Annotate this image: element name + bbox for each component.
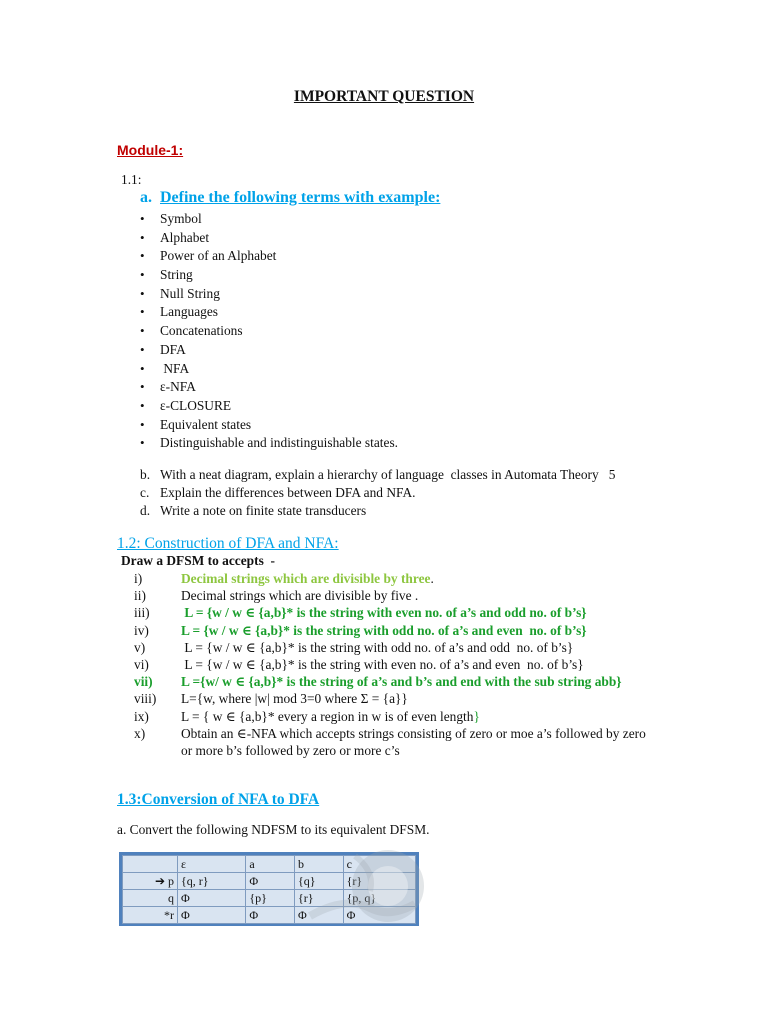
page-title: IMPORTANT QUESTION <box>293 88 475 105</box>
table-header-cell: c <box>343 856 415 873</box>
table-row <box>123 907 416 924</box>
dfsm-item-text: L ={w/ w ∈ {a,b}* is the string of a’s and b’s and end with the sub string abb} <box>181 674 622 690</box>
dfsm-item-text: L = {w / w ∈ {a,b}* is the string with odd no. of a’s and even no. of b’s} <box>181 622 587 638</box>
table-cell: Φ <box>294 907 343 924</box>
table-header-cell: a <box>246 856 295 873</box>
dfsm-item <box>134 570 651 587</box>
table-cell: {r} <box>294 890 343 907</box>
section-heading-1-3: 1.3:Conversion of NFA to DFA <box>117 791 320 808</box>
dfsm-item-text: L = {w / w ∈ {a,b}* is the string with even no. of a’s and odd no. of b’s} <box>181 605 587 621</box>
conversion-question: a. Convert the following NDFSM to its equivalent DFSM. <box>117 822 430 837</box>
table-cell: Φ <box>246 873 295 890</box>
sub-question-text: Write a note on finite state transducers <box>160 503 367 518</box>
dfsm-item-text: L={w, where |w| mod 3=0 where Σ = {a}} <box>181 691 408 707</box>
term-item: • DFA <box>140 341 398 360</box>
dfsm-item-suffix: . <box>430 571 434 586</box>
term-item: • Equivalent states <box>140 416 398 435</box>
table-header-cell: ε <box>178 856 246 873</box>
dfsm-item-number: ix) <box>134 708 149 724</box>
dfsm-item-number: iv) <box>134 622 149 638</box>
dfsm-item-number: vii) <box>134 674 153 690</box>
table-row <box>123 890 416 907</box>
term-item: • Distinguishable and indistinguishable states. <box>140 434 398 453</box>
dfsm-item <box>134 690 651 707</box>
sub-question-text: Explain the differences between DFA and NFA. <box>160 485 416 500</box>
table-cell: {p, q} <box>343 890 415 907</box>
sub-question-label: b. <box>140 467 151 482</box>
question-a-text: Define the following terms with example: <box>160 189 441 206</box>
term-item: • Concatenations <box>140 322 398 341</box>
dfsm-item-number: ii) <box>134 588 146 604</box>
sub-question <box>140 484 615 502</box>
dfsm-item <box>134 639 651 656</box>
module-heading: Module-1: <box>117 142 184 158</box>
dfsm-item-text: L = { w ∈ {a,b}* every a region in w is of even length <box>181 708 474 724</box>
question-a-label: a. <box>140 189 152 206</box>
sub-question-text: With a neat diagram, explain a hierarchy of language classes in Automata Theory 5 <box>160 467 616 482</box>
term-item: • Null String <box>140 285 398 304</box>
table-header-row <box>123 856 416 873</box>
dfsm-item <box>134 708 651 725</box>
table-header-cell <box>123 856 178 873</box>
table-cell-state: ➔ p <box>123 873 178 890</box>
table-cell: Φ <box>343 907 415 924</box>
term-item: • Symbol <box>140 210 398 229</box>
dfsm-item-number: v) <box>134 639 146 655</box>
table-cell: {r} <box>343 873 415 890</box>
transition-table-frame <box>119 852 419 926</box>
dfsm-item <box>134 604 651 621</box>
dfsm-list <box>134 570 651 759</box>
term-item: • ε-NFA <box>140 378 398 397</box>
dfsm-item-number: viii) <box>134 691 157 707</box>
dfsm-item-number: vi) <box>134 657 149 673</box>
table-cell: Φ <box>178 907 246 924</box>
term-item: • String <box>140 266 398 285</box>
dfsm-item-suffix: } <box>473 708 480 724</box>
sub-question-label: c. <box>140 485 150 500</box>
transition-table <box>122 855 416 924</box>
dfsm-item <box>134 656 651 673</box>
table-cell-state: q <box>123 890 178 907</box>
dfsm-item <box>134 673 651 690</box>
question-a <box>140 189 440 207</box>
dfsm-item <box>134 587 651 604</box>
dfsm-item <box>134 725 651 759</box>
dfsm-item-text: L = {w / w ∈ {a,b}* is the string with odd no. of a’s and odd no. of b’s} <box>181 639 574 655</box>
dfsm-item-text: Decimal strings which are divisible by three <box>181 571 431 586</box>
table-cell-state: *r <box>123 907 178 924</box>
dfsm-item-number: x) <box>134 725 146 741</box>
dfsm-item-text: L = {w / w ∈ {a,b}* is the string with even no. of a’s and even no. of b’s} <box>181 657 584 673</box>
sub-question <box>140 502 615 520</box>
dfsm-item-text: Obtain an ∈-NFA which accepts strings consisting of zero or moe a’s followed by zero or more b’s followed by zero or more c’s <box>181 725 646 759</box>
table-header-cell: b <box>294 856 343 873</box>
term-item: • NFA <box>140 360 398 379</box>
table-cell: {q, r} <box>178 873 246 890</box>
sub-questions-list <box>140 466 615 520</box>
table-cell: Φ <box>246 907 295 924</box>
section-heading-1-2: 1.2: Construction of DFA and NFA: <box>117 535 339 552</box>
dfsm-item-text: Decimal strings which are divisible by five . <box>181 588 419 604</box>
dfsm-item <box>134 622 651 639</box>
terms-list <box>140 210 398 453</box>
sub-question-label: d. <box>140 503 151 518</box>
table-cell: Φ <box>178 890 246 907</box>
dfsm-intro: Draw a DFSM to accepts - <box>121 553 275 568</box>
table-cell: {q} <box>294 873 343 890</box>
term-item: • Alphabet <box>140 229 398 248</box>
dfsm-item-number: i) <box>134 571 143 586</box>
term-item: • ε-CLOSURE <box>140 397 398 416</box>
table-row <box>123 873 416 890</box>
term-item: • Languages <box>140 303 398 322</box>
dfsm-item-number: iii) <box>134 605 150 621</box>
sub-question <box>140 466 615 484</box>
section-number-1-1: 1.1: <box>121 172 142 187</box>
term-item: • Power of an Alphabet <box>140 247 398 266</box>
table-cell: {p} <box>246 890 295 907</box>
